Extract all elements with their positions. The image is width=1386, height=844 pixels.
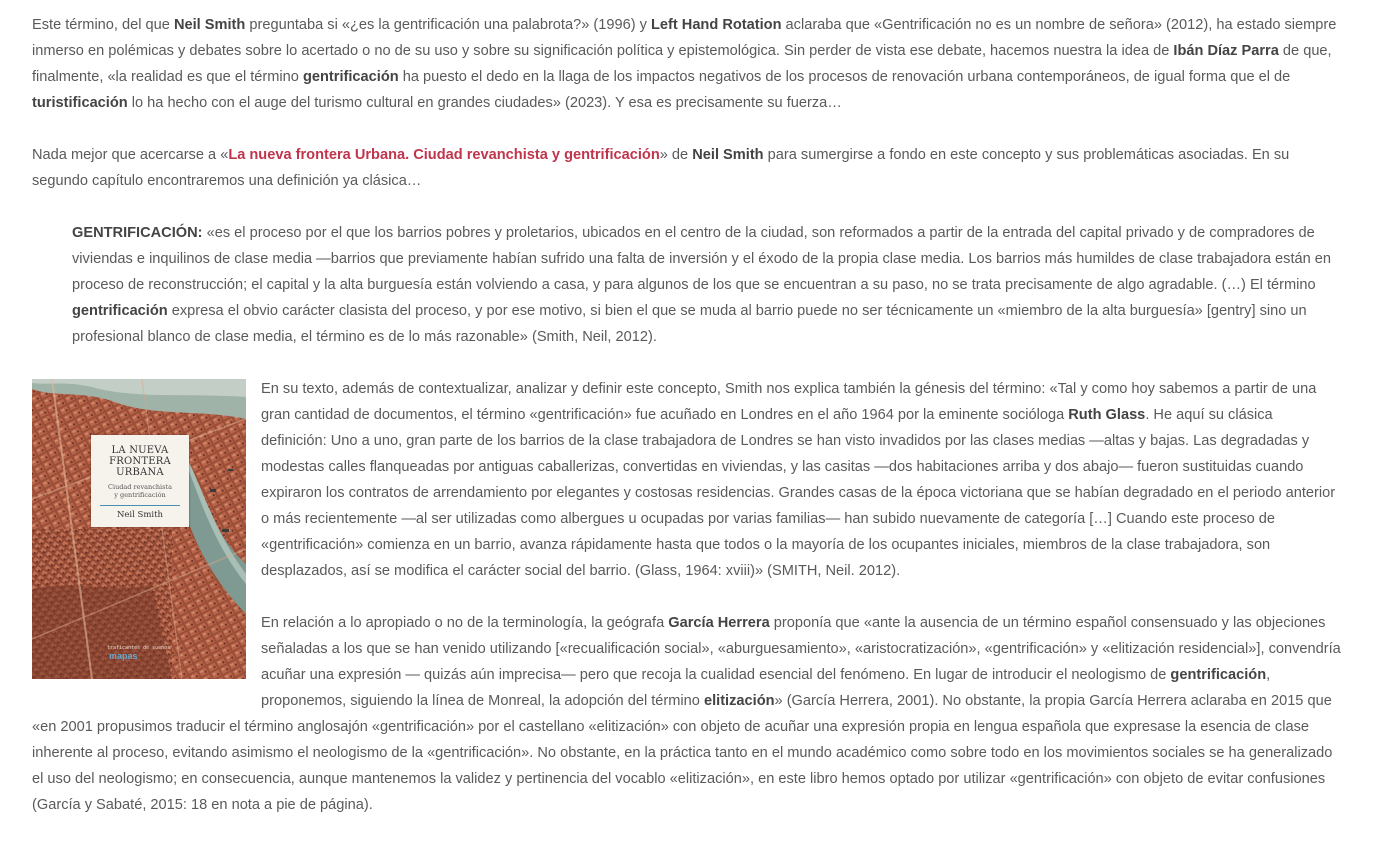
author-ruth-glass: Ruth Glass (1068, 407, 1146, 423)
paragraph-intro: Este término, del que Neil Smith preguntaba si «¿es la gentrificación una palabrota?» (1996) y Left Hand Rotation aclaraba que «Gentrificación no es un nombre de señora» (2012), ha estado siempre inmerso en polémicas y debates sobre lo acertado o no de su uso y sobre su significación política y epistemológica. Sin perder de vista ese debate, hacemos nuestra la idea de Ibán Díaz Parra de que, finalmente, «la realidad es que el término gentrificación ha puesto el dedo en la llaga de los impactos negativos de los procesos de renovación urbana contemporáneos, de igual forma que el de turistificación lo ha hecho con el auge del turismo cultural en grandes ciudades» (2023). Y esa es precisamente su fuerza… (32, 17, 1337, 111)
author-iban-diaz-parra: Ibán Díaz Parra (1173, 43, 1279, 59)
book-cover-image (32, 379, 246, 679)
image-text-section (32, 376, 1342, 818)
book-label-divider (100, 505, 180, 506)
author-left-hand-rotation: Left Hand Rotation (650, 17, 782, 33)
book-author: Neil Smith (116, 510, 164, 520)
book-subtitle-line2: y gentrificación (114, 491, 166, 499)
term-gentrificacion: gentrificación (1170, 667, 1267, 683)
term-turistificacion: turistificación (32, 95, 128, 111)
book-subtitle-line1: Ciudad revanchista (108, 483, 172, 491)
book-series-name: traficantes de sueños (107, 645, 171, 651)
city-map-illustration (32, 379, 246, 679)
book-title-label (91, 435, 189, 527)
author-garcia-herrera: García Herrera (668, 615, 770, 631)
term-gentrificacion: gentrificación (302, 69, 399, 85)
term-gentrificacion: gentrificación (72, 303, 168, 319)
paragraph-book-reference: Nada mejor que acercarse a «La nueva frontera Urbana. Ciudad revanchista y gentrificación» de Neil Smith para sumergirse a fondo en este concepto y sus problemáticas asociadas. En su segundo capítulo encontraremos una definición ya clásica… (32, 147, 1290, 189)
book-publisher-logo: mapas (109, 651, 138, 661)
book-title-line1: LA NUEVA (111, 445, 169, 456)
author-neil-smith: Neil Smith (173, 17, 246, 33)
definition-heading: GENTRIFICACIÓN: (72, 225, 203, 241)
definition-quote: GENTRIFICACIÓN: «es el proceso por el que los barrios pobres y proletarios, ubicados en el centro de la ciudad, son reformados a partir de la entrada del capital privado y de compradores de viviendas e inquilinos de clase media —barrios que previamente habían sufrido una falta de inversión y el éxodo de la propia clase media. Los barrios más humildes de clase trabajadora están en proceso de reconstrucción; el capital y la alta burguesía están volviendo a casa, y para algunos de los que se encuentran a su paso, no se trata precisamente de algo agradable. (…) El término gentrificación expresa el obvio carácter clasista del proceso, y por ese motivo, si bien el que se muda al barrio puede no ser técnicamente un «miembro de la alta burguesía» [gentry] sino un profesional blanco de clase media, el término es de lo más razonable» (Smith, Neil, 2012). (72, 225, 1332, 345)
author-neil-smith: Neil Smith (692, 147, 764, 163)
book-title-line2: FRONTERA URBANA (109, 456, 171, 478)
paragraph-terminology: En relación a lo apropiado o no de la terminología, la geógrafa García Herrera proponía que «ante la ausencia de un término español consensuado y las objeciones señaladas a los que se han venido utilizando [«recualificación social», «aburguesamiento», «aristocratización», «gentrificación» y «elitización residencial»], convendría acuñar una expresión — quizás aún imprecisa— pero que recoja la cualidad esencial del fenómeno. En lugar de introducir el neologismo de gentrificación, proponemos, siguiendo la línea de Monreal, la adopción del término elitización» (García Herrera, 2001). No obstante, la propia García Herrera aclaraba en 2015 que «en 2001 propusimos traducir el término anglosajón «gentrificación» por el castellano «elitización» con objeto de acuñar una expresión propia en lengua española que expresase la esencia de clase inherente al proceso, evitando asimismo el neologismo de la «gentrificación». No obstante, en la práctica tanto en el mundo académico como sobre todo en los movimientos sociales se ha generalizado el uso del neologismo; en consecuencia, aunque mantenemos la validez y pertinencia del vocablo «elitización», en este libro hemos optado por utilizar «gentrificación» con objeto de evitar confusiones (García y Sabaté, 2015: 18 en nota a pie de página). (32, 615, 1341, 813)
term-elitizacion: elitización (703, 693, 775, 709)
article-body (32, 12, 1342, 844)
book-link[interactable]: La nueva frontera Urbana. Ciudad revanchista y gentrificación (228, 147, 660, 163)
paragraph-origin: En su texto, además de contextualizar, analizar y definir este concepto, Smith nos explica también la génesis del término: «Tal y como hoy sabemos a partir de una gran cantidad de documentos, el término «gentrificación» fue acuñado en Londres en el año 1964 por la eminente socióloga Ruth Glass. He aquí su clásica definición: Uno a uno, gran parte de los barrios de la clase trabajadora de Londres se han visto invadidos por las clases medias —altas y bajas. Las degradadas y modestas calles flanqueadas por antiguas caballerizas, convertidas en viviendas, y las casitas —dos habitaciones arriba y dos abajo— fueron sustituidas cuando expiraron los contratos de arrendamiento por elegantes y costosas residencias. Grandes casas de la época victoriana que se habían degradado en el periodo anterior o más recientemente —al ser utilizadas como albergues u ocupadas por varias familias— han subido nuevamente de categoría […] Cuando este proceso de «gentrificación» comienza en un barrio, avanza rápidamente hasta que todos o la mayoría de los ocupantes iniciales, miembros de la clase trabajadora, son desplazados, así se modifica el carácter social del barrio. (Glass, 1964: xviii)» (SMITH, Neil. 2012). (261, 381, 1336, 579)
